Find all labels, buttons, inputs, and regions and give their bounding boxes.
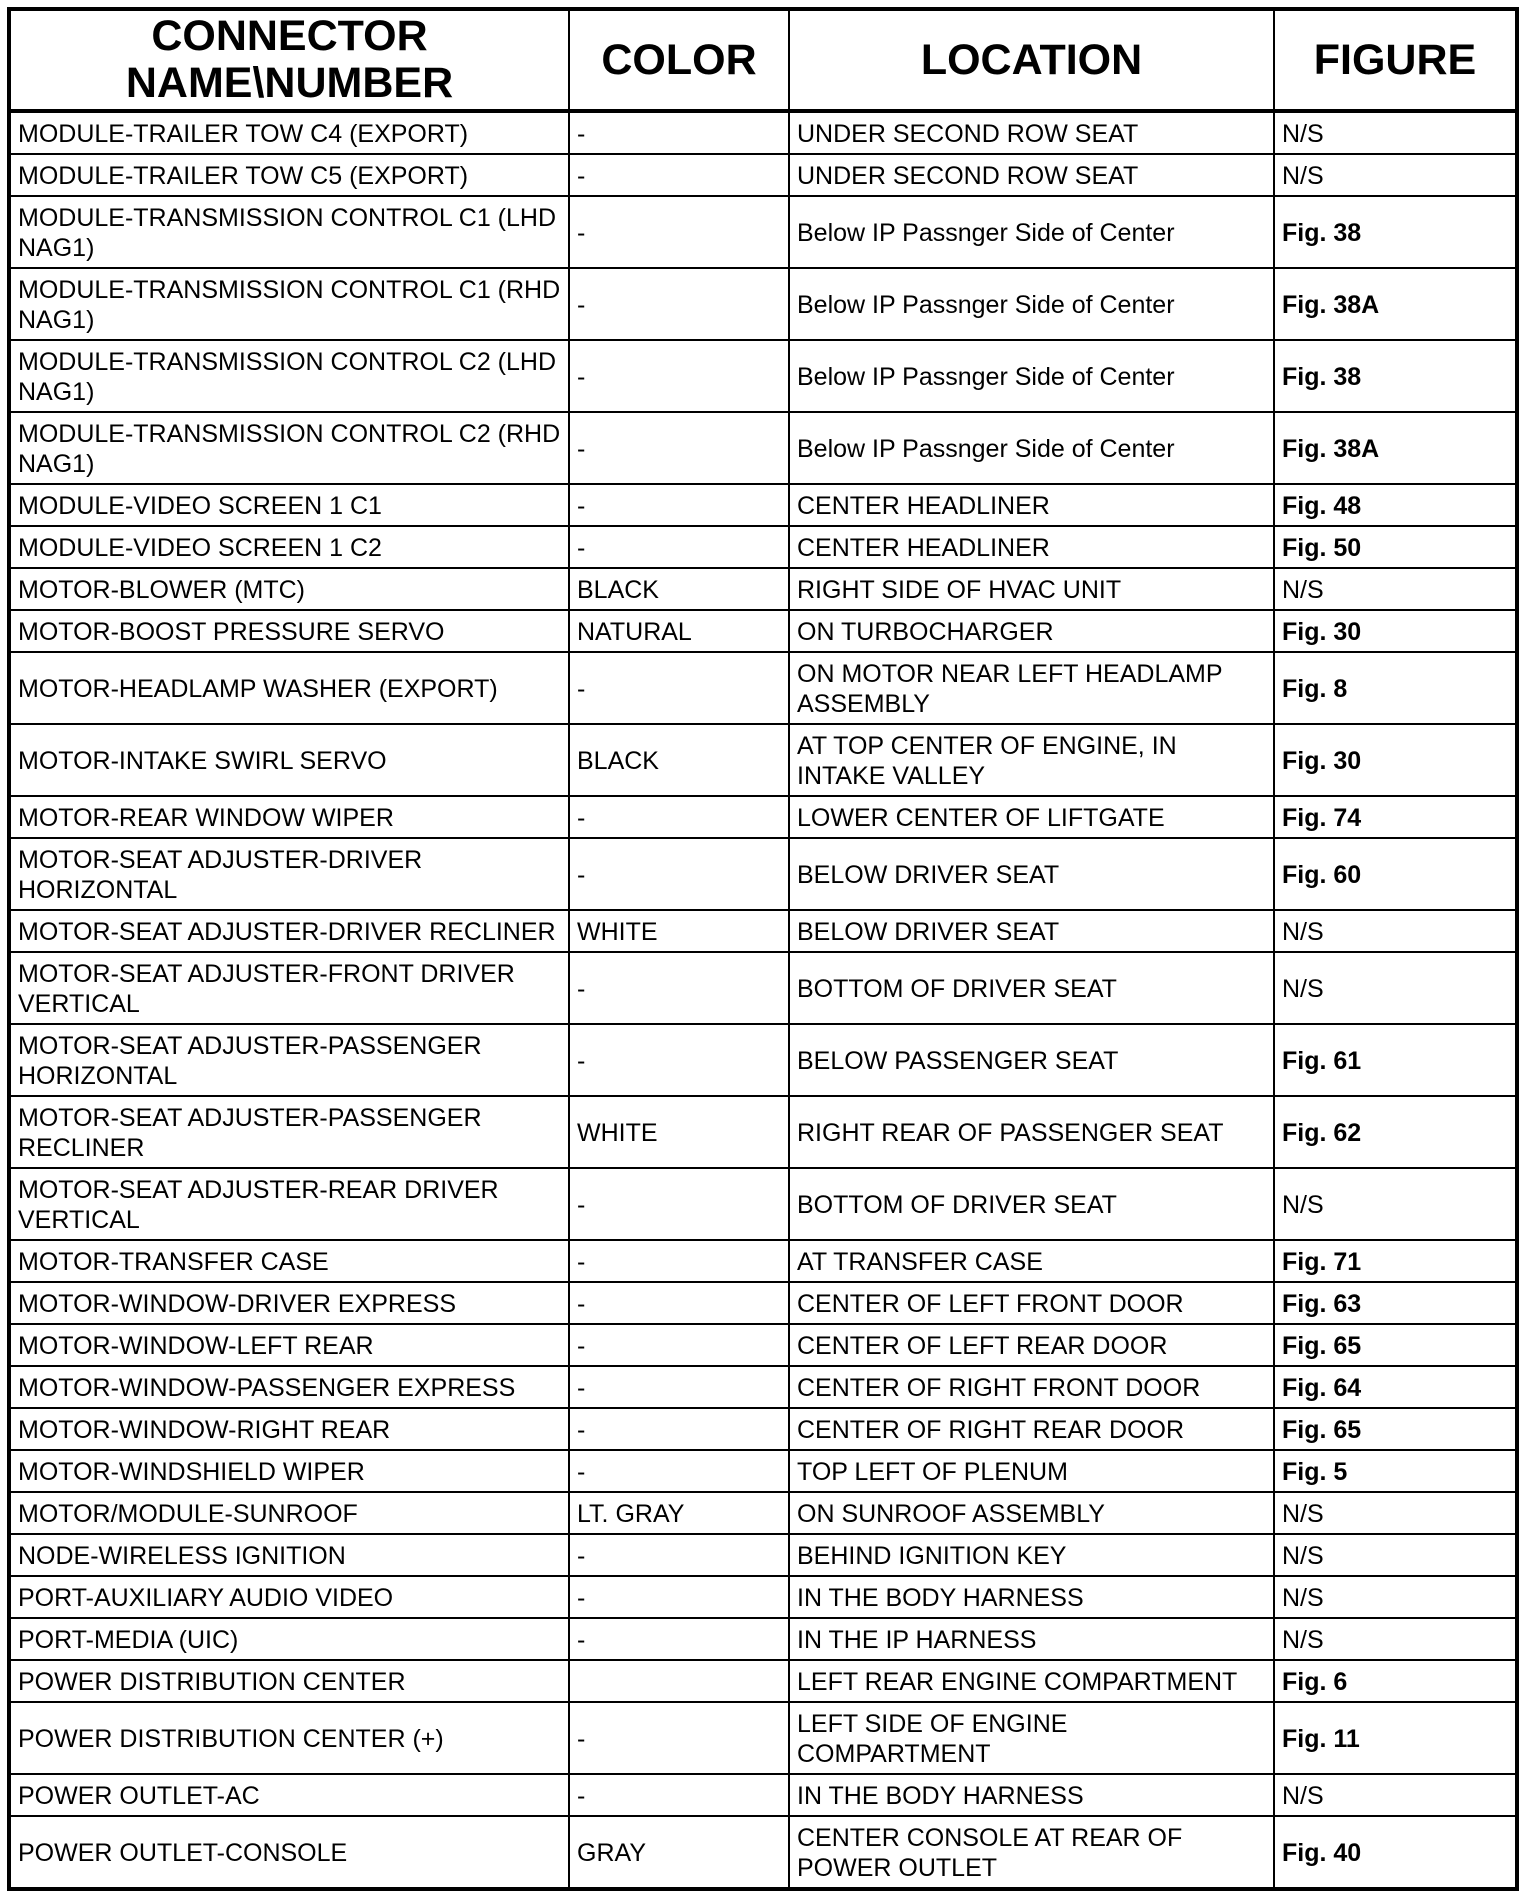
header-figure: FIGURE: [1274, 9, 1517, 111]
cell-color: -: [569, 268, 789, 340]
cell-connector: POWER OUTLET-AC: [9, 1774, 569, 1816]
cell-connector: MOTOR/MODULE-SUNROOF: [9, 1492, 569, 1534]
cell-location: IN THE IP HARNESS: [789, 1618, 1274, 1660]
table-row: [9, 652, 1517, 724]
cell-location: TOP LEFT OF PLENUM: [789, 1450, 1274, 1492]
cell-connector: PORT-MEDIA (UIC): [9, 1618, 569, 1660]
table-row: [9, 1240, 1517, 1282]
table-row: [9, 1774, 1517, 1816]
cell-connector: POWER DISTRIBUTION CENTER (+): [9, 1702, 569, 1774]
table-row: [9, 1534, 1517, 1576]
cell-location: LOWER CENTER OF LIFTGATE: [789, 796, 1274, 838]
cell-connector: POWER DISTRIBUTION CENTER: [9, 1660, 569, 1702]
cell-figure: Fig. 74: [1274, 796, 1517, 838]
cell-figure: Fig. 6: [1274, 1660, 1517, 1702]
header-color: COLOR: [569, 9, 789, 111]
table-row: [9, 1576, 1517, 1618]
cell-color: -: [569, 796, 789, 838]
table-row: [9, 1282, 1517, 1324]
cell-connector: POWER OUTLET-CONSOLE: [9, 1816, 569, 1889]
cell-location: RIGHT REAR OF PASSENGER SEAT: [789, 1096, 1274, 1168]
cell-figure: Fig. 63: [1274, 1282, 1517, 1324]
cell-location: BOTTOM OF DRIVER SEAT: [789, 1168, 1274, 1240]
cell-color: -: [569, 1024, 789, 1096]
cell-location: CENTER CONSOLE AT REAR OF POWER OUTLET: [789, 1816, 1274, 1889]
cell-figure: Fig. 71: [1274, 1240, 1517, 1282]
header-location: LOCATION: [789, 9, 1274, 111]
header-connector: CONNECTOR NAME\NUMBER: [9, 9, 569, 111]
cell-connector: MOTOR-TRANSFER CASE: [9, 1240, 569, 1282]
cell-location: Below IP Passnger Side of Center: [789, 196, 1274, 268]
cell-location: Below IP Passnger Side of Center: [789, 268, 1274, 340]
cell-color: GRAY: [569, 1816, 789, 1889]
cell-connector: PORT-AUXILIARY AUDIO VIDEO: [9, 1576, 569, 1618]
cell-color: -: [569, 952, 789, 1024]
table-row: [9, 111, 1517, 154]
cell-figure: Fig. 8: [1274, 652, 1517, 724]
table-row: [9, 196, 1517, 268]
cell-location: LEFT REAR ENGINE COMPARTMENT: [789, 1660, 1274, 1702]
cell-connector: MOTOR-SEAT ADJUSTER-FRONT DRIVER VERTICAL: [9, 952, 569, 1024]
cell-figure: N/S: [1274, 1492, 1517, 1534]
cell-color: -: [569, 838, 789, 910]
cell-location: CENTER HEADLINER: [789, 484, 1274, 526]
cell-color: [569, 1660, 789, 1702]
cell-color: -: [569, 412, 789, 484]
cell-figure: N/S: [1274, 1168, 1517, 1240]
cell-figure: Fig. 60: [1274, 838, 1517, 910]
cell-connector: MOTOR-SEAT ADJUSTER-REAR DRIVER VERTICAL: [9, 1168, 569, 1240]
table-row: [9, 1450, 1517, 1492]
cell-color: -: [569, 1366, 789, 1408]
cell-color: WHITE: [569, 1096, 789, 1168]
cell-color: -: [569, 154, 789, 196]
cell-figure: Fig. 50: [1274, 526, 1517, 568]
cell-figure: Fig. 38: [1274, 340, 1517, 412]
cell-color: WHITE: [569, 910, 789, 952]
cell-connector: MOTOR-WINDOW-DRIVER EXPRESS: [9, 1282, 569, 1324]
cell-figure: N/S: [1274, 1576, 1517, 1618]
cell-location: UNDER SECOND ROW SEAT: [789, 111, 1274, 154]
cell-color: -: [569, 1408, 789, 1450]
cell-figure: Fig. 11: [1274, 1702, 1517, 1774]
cell-connector: MOTOR-WINDOW-RIGHT REAR: [9, 1408, 569, 1450]
cell-connector: MOTOR-INTAKE SWIRL SERVO: [9, 724, 569, 796]
table-row: [9, 412, 1517, 484]
table-row: [9, 526, 1517, 568]
table-row: [9, 1702, 1517, 1774]
cell-color: -: [569, 1168, 789, 1240]
cell-location: IN THE BODY HARNESS: [789, 1774, 1274, 1816]
table-row: [9, 610, 1517, 652]
cell-figure: Fig. 30: [1274, 610, 1517, 652]
cell-location: CENTER OF RIGHT REAR DOOR: [789, 1408, 1274, 1450]
cell-color: -: [569, 340, 789, 412]
cell-figure: Fig. 48: [1274, 484, 1517, 526]
cell-color: -: [569, 111, 789, 154]
cell-connector: MODULE-VIDEO SCREEN 1 C1: [9, 484, 569, 526]
table-row: [9, 1660, 1517, 1702]
cell-location: LEFT SIDE OF ENGINE COMPARTMENT: [789, 1702, 1274, 1774]
cell-color: -: [569, 484, 789, 526]
cell-connector: MOTOR-HEADLAMP WASHER (EXPORT): [9, 652, 569, 724]
cell-color: LT. GRAY: [569, 1492, 789, 1534]
cell-color: -: [569, 1774, 789, 1816]
cell-figure: Fig. 61: [1274, 1024, 1517, 1096]
table-row: [9, 154, 1517, 196]
cell-connector: MODULE-VIDEO SCREEN 1 C2: [9, 526, 569, 568]
cell-connector: NODE-WIRELESS IGNITION: [9, 1534, 569, 1576]
cell-location: BEHIND IGNITION KEY: [789, 1534, 1274, 1576]
cell-color: -: [569, 1450, 789, 1492]
cell-color: -: [569, 1282, 789, 1324]
cell-connector: MOTOR-WINDOW-LEFT REAR: [9, 1324, 569, 1366]
cell-location: CENTER OF RIGHT FRONT DOOR: [789, 1366, 1274, 1408]
cell-color: -: [569, 1534, 789, 1576]
cell-connector: MODULE-TRANSMISSION CONTROL C2 (RHD NAG1): [9, 412, 569, 484]
table-row: [9, 568, 1517, 610]
cell-color: BLACK: [569, 568, 789, 610]
cell-figure: Fig. 38A: [1274, 268, 1517, 340]
table-row: [9, 910, 1517, 952]
cell-connector: MODULE-TRANSMISSION CONTROL C1 (LHD NAG1): [9, 196, 569, 268]
cell-figure: N/S: [1274, 111, 1517, 154]
table-row: [9, 1492, 1517, 1534]
table-row: [9, 796, 1517, 838]
cell-location: IN THE BODY HARNESS: [789, 1576, 1274, 1618]
cell-connector: MOTOR-SEAT ADJUSTER-PASSENGER HORIZONTAL: [9, 1024, 569, 1096]
table-row: [9, 1618, 1517, 1660]
cell-connector: MOTOR-BOOST PRESSURE SERVO: [9, 610, 569, 652]
table-row: [9, 724, 1517, 796]
cell-location: BOTTOM OF DRIVER SEAT: [789, 952, 1274, 1024]
cell-figure: Fig. 30: [1274, 724, 1517, 796]
cell-location: AT TOP CENTER OF ENGINE, IN INTAKE VALLEY: [789, 724, 1274, 796]
table-row: [9, 1096, 1517, 1168]
cell-location: CENTER OF LEFT FRONT DOOR: [789, 1282, 1274, 1324]
cell-connector: MODULE-TRAILER TOW C5 (EXPORT): [9, 154, 569, 196]
table-row: [9, 1024, 1517, 1096]
cell-figure: Fig. 62: [1274, 1096, 1517, 1168]
table-row: [9, 484, 1517, 526]
cell-color: -: [569, 1702, 789, 1774]
cell-figure: N/S: [1274, 1618, 1517, 1660]
cell-location: BELOW DRIVER SEAT: [789, 838, 1274, 910]
cell-color: -: [569, 652, 789, 724]
cell-connector: MODULE-TRANSMISSION CONTROL C1 (RHD NAG1): [9, 268, 569, 340]
cell-figure: Fig. 64: [1274, 1366, 1517, 1408]
cell-figure: N/S: [1274, 1774, 1517, 1816]
cell-figure: Fig. 65: [1274, 1324, 1517, 1366]
cell-figure: Fig. 5: [1274, 1450, 1517, 1492]
table-row: [9, 1408, 1517, 1450]
cell-location: CENTER OF LEFT REAR DOOR: [789, 1324, 1274, 1366]
cell-connector: MOTOR-WINDOW-PASSENGER EXPRESS: [9, 1366, 569, 1408]
cell-figure: N/S: [1274, 154, 1517, 196]
cell-location: ON SUNROOF ASSEMBLY: [789, 1492, 1274, 1534]
table-row: [9, 268, 1517, 340]
table-row: [9, 340, 1517, 412]
table-row: [9, 838, 1517, 910]
cell-connector: MOTOR-WINDSHIELD WIPER: [9, 1450, 569, 1492]
cell-location: ON MOTOR NEAR LEFT HEADLAMP ASSEMBLY: [789, 652, 1274, 724]
cell-figure: N/S: [1274, 952, 1517, 1024]
cell-location: CENTER HEADLINER: [789, 526, 1274, 568]
cell-color: BLACK: [569, 724, 789, 796]
cell-connector: MOTOR-REAR WINDOW WIPER: [9, 796, 569, 838]
cell-color: -: [569, 1576, 789, 1618]
cell-connector: MODULE-TRAILER TOW C4 (EXPORT): [9, 111, 569, 154]
cell-color: -: [569, 526, 789, 568]
connector-location-table: [7, 7, 1519, 1891]
cell-figure: Fig. 38: [1274, 196, 1517, 268]
cell-figure: Fig. 40: [1274, 1816, 1517, 1889]
cell-color: -: [569, 1324, 789, 1366]
cell-location: Below IP Passnger Side of Center: [789, 340, 1274, 412]
cell-color: NATURAL: [569, 610, 789, 652]
cell-figure: N/S: [1274, 910, 1517, 952]
cell-location: ON TURBOCHARGER: [789, 610, 1274, 652]
cell-color: -: [569, 1240, 789, 1282]
table-row: [9, 1168, 1517, 1240]
table-row: [9, 1366, 1517, 1408]
table-body: [9, 111, 1517, 1889]
cell-connector: MOTOR-BLOWER (MTC): [9, 568, 569, 610]
cell-figure: N/S: [1274, 568, 1517, 610]
cell-connector: MOTOR-SEAT ADJUSTER-PASSENGER RECLINER: [9, 1096, 569, 1168]
cell-location: UNDER SECOND ROW SEAT: [789, 154, 1274, 196]
cell-figure: N/S: [1274, 1534, 1517, 1576]
cell-connector: MODULE-TRANSMISSION CONTROL C2 (LHD NAG1): [9, 340, 569, 412]
table-row: [9, 1324, 1517, 1366]
header-row: [9, 9, 1517, 111]
cell-location: AT TRANSFER CASE: [789, 1240, 1274, 1282]
cell-location: Below IP Passnger Side of Center: [789, 412, 1274, 484]
cell-location: RIGHT SIDE OF HVAC UNIT: [789, 568, 1274, 610]
cell-location: BELOW DRIVER SEAT: [789, 910, 1274, 952]
cell-location: BELOW PASSENGER SEAT: [789, 1024, 1274, 1096]
cell-color: -: [569, 1618, 789, 1660]
cell-color: -: [569, 196, 789, 268]
cell-figure: Fig. 65: [1274, 1408, 1517, 1450]
table-row: [9, 1816, 1517, 1889]
cell-connector: MOTOR-SEAT ADJUSTER-DRIVER HORIZONTAL: [9, 838, 569, 910]
cell-connector: MOTOR-SEAT ADJUSTER-DRIVER RECLINER: [9, 910, 569, 952]
cell-figure: Fig. 38A: [1274, 412, 1517, 484]
table-row: [9, 952, 1517, 1024]
